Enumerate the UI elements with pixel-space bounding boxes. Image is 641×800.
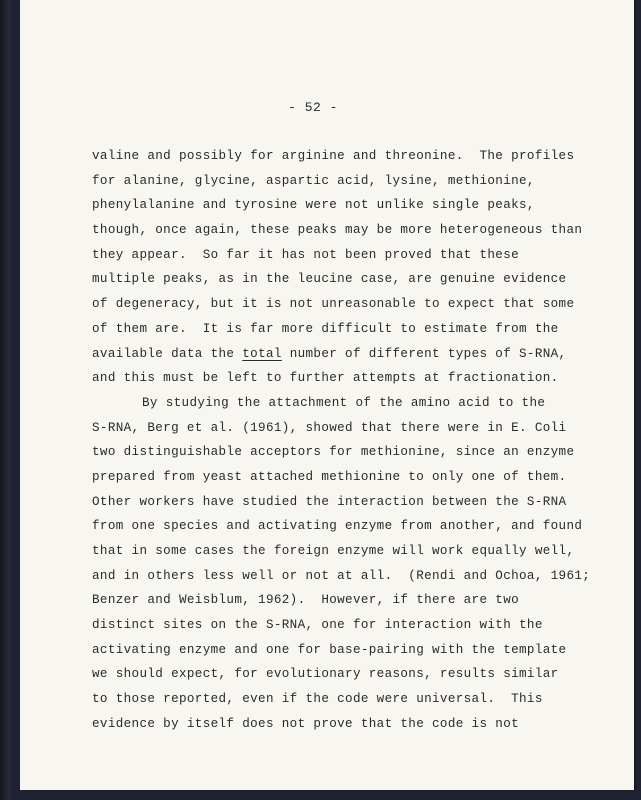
text-line: evidence by itself does not prove that the code is not xyxy=(92,716,520,731)
binder-edge xyxy=(0,0,14,800)
body-text xyxy=(92,144,592,737)
text-line: prepared from yeast attached methionine to only one of them. xyxy=(92,469,567,484)
text-line: two distinguishable acceptors for methionine, since an enzyme xyxy=(92,445,575,460)
typewritten-page xyxy=(20,0,634,790)
text-line: of them are. It is far more difficult to estimate from the xyxy=(92,321,559,336)
text-line: that in some cases the foreign enzyme will work equally well, xyxy=(92,544,575,558)
text-line: though, once again, these peaks may be more heterogeneous than xyxy=(92,223,583,238)
text-line: distinct sites on the S-RNA, one for interaction with the xyxy=(92,618,543,633)
text-segment: available data the xyxy=(92,346,243,361)
text-line: S-RNA, Berg et al. (1961), showed that there were in E. Coli xyxy=(92,420,567,435)
text-line: phenylalanine and tyrosine were not unlike single peaks, xyxy=(92,198,535,213)
text-line: they appear. So far it has not been proved that these xyxy=(92,247,520,262)
page-number: - 52 - xyxy=(288,100,338,115)
paragraph-start-line: By studying the attachment of the amino acid to the xyxy=(142,395,546,410)
text-line: to those reported, even if the code were universal. This xyxy=(92,692,543,707)
text-line xyxy=(92,342,592,367)
text-line: activating enzyme and one for base-pairing with the template xyxy=(92,642,567,657)
text-line: and this must be left to further attempts at fractionation. xyxy=(92,371,559,386)
underlined-word-total: total xyxy=(242,346,282,361)
text-line: multiple peaks, as in the leucine case, are genuine evidence xyxy=(92,272,567,287)
text-line: valine and possibly for arginine and threonine. The profiles xyxy=(92,149,575,163)
text-line: from one species and activating enzyme from another, and found xyxy=(92,519,583,534)
text-line: for alanine, glycine, aspartic acid, lysine, methionine, xyxy=(92,173,535,188)
text-line: Other workers have studied the interaction between the S-RNA xyxy=(92,494,567,509)
text-line: and in others less well or not at all. (Rendi and Ochoa, 1961; xyxy=(92,568,591,583)
text-line: of degeneracy, but it is not unreasonable to expect that some xyxy=(92,297,575,312)
text-segment: number of different types of S-RNA, xyxy=(281,346,567,361)
text-line: we should expect, for evolutionary reasons, results similar xyxy=(92,667,559,682)
text-line: Benzer and Weisblum, 1962). However, if there are two xyxy=(92,593,520,608)
